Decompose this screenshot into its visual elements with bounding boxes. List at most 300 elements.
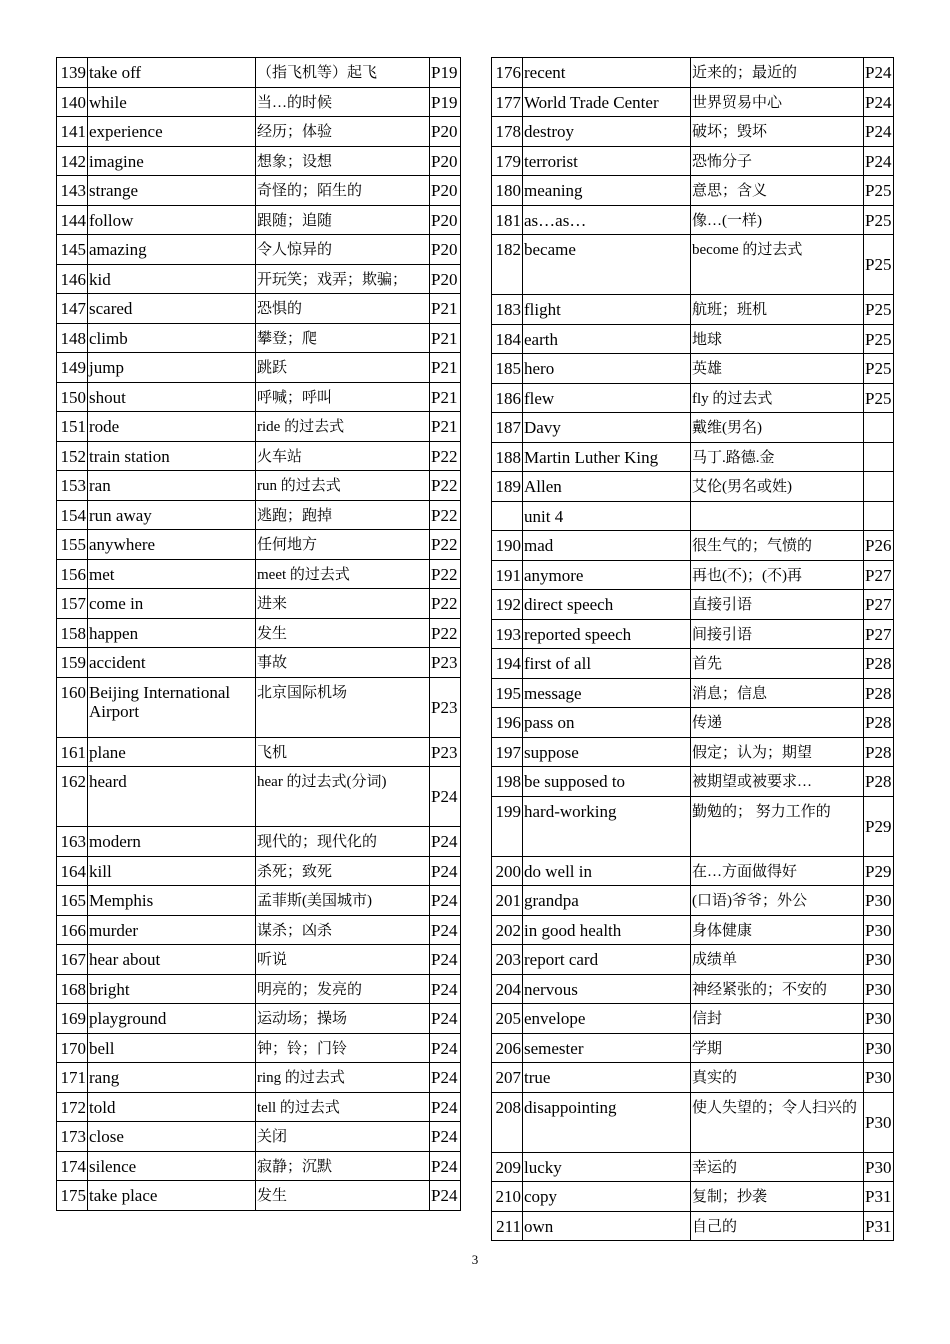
table-row (57, 471, 461, 501)
english-word: grandpa (523, 886, 691, 916)
page-ref: P30 (864, 1063, 894, 1093)
row-number: 147 (57, 294, 88, 324)
chinese-meaning: 想象；设想 (256, 146, 430, 176)
table-row (57, 146, 461, 176)
row-number: 154 (57, 500, 88, 530)
table-row (492, 678, 894, 708)
page-ref: P23 (430, 677, 461, 737)
english-word: earth (523, 324, 691, 354)
page-ref: P22 (430, 441, 461, 471)
english-word: strange (88, 176, 256, 206)
row-number: 184 (492, 324, 523, 354)
page-ref: P28 (864, 737, 894, 767)
chinese-meaning: meet 的过去式 (256, 559, 430, 589)
chinese-meaning: 寂静；沉默 (256, 1151, 430, 1181)
page-ref: P31 (864, 1211, 894, 1241)
table-row (492, 1063, 894, 1093)
row-number: 140 (57, 87, 88, 117)
english-word: experience (88, 117, 256, 147)
table-row (492, 1152, 894, 1182)
chinese-meaning: 再也(不)；(不)再 (691, 560, 864, 590)
chinese-meaning: 间接引语 (691, 619, 864, 649)
page-ref: P29 (864, 796, 894, 856)
row-number: 170 (57, 1033, 88, 1063)
table-row (57, 323, 461, 353)
table-row (57, 767, 461, 827)
chinese-meaning: 戴维(男名) (691, 413, 864, 443)
page-ref (864, 501, 894, 531)
page-ref: P24 (864, 87, 894, 117)
english-word: take off (88, 58, 256, 88)
english-word: nervous (523, 974, 691, 1004)
chinese-meaning: 现代的；现代化的 (256, 827, 430, 857)
page-ref: P24 (864, 117, 894, 147)
english-word: message (523, 678, 691, 708)
table-row (492, 235, 894, 295)
table-row (492, 560, 894, 590)
english-word: shout (88, 382, 256, 412)
row-number: 146 (57, 264, 88, 294)
english-word: come in (88, 589, 256, 619)
english-word: amazing (88, 235, 256, 265)
page-ref: P20 (430, 264, 461, 294)
table-row (57, 441, 461, 471)
english-word: flew (523, 383, 691, 413)
row-number: 196 (492, 708, 523, 738)
page-ref: P30 (864, 1152, 894, 1182)
page-ref: P21 (430, 323, 461, 353)
chinese-meaning: 身体健康 (691, 915, 864, 945)
page-ref: P20 (430, 117, 461, 147)
english-word: playground (88, 1004, 256, 1034)
page-ref: P24 (430, 915, 461, 945)
table-row (492, 796, 894, 856)
page-ref: P28 (864, 767, 894, 797)
page-ref (864, 413, 894, 443)
table-row (57, 974, 461, 1004)
table-row (57, 1033, 461, 1063)
english-word: terrorist (523, 146, 691, 176)
row-number: 159 (57, 648, 88, 678)
chinese-meaning: tell 的过去式 (256, 1092, 430, 1122)
row-number: 176 (492, 58, 523, 88)
chinese-meaning: 当…的时候 (256, 87, 430, 117)
row-number: 193 (492, 619, 523, 649)
row-number: 182 (492, 235, 523, 295)
chinese-meaning: 跟随；追随 (256, 205, 430, 235)
page-ref: P24 (430, 1122, 461, 1152)
table-row (492, 915, 894, 945)
page-ref: P20 (430, 205, 461, 235)
english-word: jump (88, 353, 256, 383)
row-number: 174 (57, 1151, 88, 1181)
english-word: pass on (523, 708, 691, 738)
english-word: copy (523, 1182, 691, 1212)
chinese-meaning: fly 的过去式 (691, 383, 864, 413)
english-word: flight (523, 295, 691, 325)
row-number: 148 (57, 323, 88, 353)
table-row (492, 590, 894, 620)
table-row (57, 117, 461, 147)
table-row (57, 500, 461, 530)
row-number: 152 (57, 441, 88, 471)
page-ref: P25 (864, 235, 894, 295)
row-number: 141 (57, 117, 88, 147)
row-number: 186 (492, 383, 523, 413)
chinese-meaning: 首先 (691, 649, 864, 679)
chinese-meaning: 任何地方 (256, 530, 430, 560)
english-word: true (523, 1063, 691, 1093)
page-ref: P21 (430, 353, 461, 383)
page-ref: P21 (430, 412, 461, 442)
chinese-meaning: 直接引语 (691, 590, 864, 620)
page-ref: P30 (864, 945, 894, 975)
page-ref: P20 (430, 235, 461, 265)
table-row (57, 737, 461, 767)
table-row (492, 501, 894, 531)
table-row (57, 677, 461, 737)
page-ref: P27 (864, 590, 894, 620)
table-row (57, 412, 461, 442)
chinese-meaning: 破坏；毁坏 (691, 117, 864, 147)
table-row (492, 737, 894, 767)
row-number: 205 (492, 1004, 523, 1034)
page-ref: P25 (864, 176, 894, 206)
row-number: 164 (57, 856, 88, 886)
table-row (57, 382, 461, 412)
chinese-meaning: 听说 (256, 945, 430, 975)
table-row (492, 945, 894, 975)
table-row (492, 531, 894, 561)
row-number: 192 (492, 590, 523, 620)
english-word: silence (88, 1151, 256, 1181)
row-number: 161 (57, 737, 88, 767)
table-row (57, 58, 461, 88)
row-number: 158 (57, 618, 88, 648)
page-ref: P27 (864, 560, 894, 590)
chinese-meaning: 地球 (691, 324, 864, 354)
row-number: 151 (57, 412, 88, 442)
row-number: 144 (57, 205, 88, 235)
row-number: 179 (492, 146, 523, 176)
english-word: hard-working (523, 796, 691, 856)
chinese-meaning: 恐怖分子 (691, 146, 864, 176)
chinese-meaning: 神经紧张的；不安的 (691, 974, 864, 1004)
english-word: run away (88, 500, 256, 530)
row-number: 173 (57, 1122, 88, 1152)
chinese-meaning: 运动场；操场 (256, 1004, 430, 1034)
row-number: 160 (57, 677, 88, 737)
page-ref: P22 (430, 500, 461, 530)
page-ref: P24 (430, 1004, 461, 1034)
chinese-meaning: run 的过去式 (256, 471, 430, 501)
row-number: 169 (57, 1004, 88, 1034)
english-word: became (523, 235, 691, 295)
row-number: 180 (492, 176, 523, 206)
english-word: kid (88, 264, 256, 294)
row-number: 163 (57, 827, 88, 857)
table-row (57, 353, 461, 383)
table-row (492, 354, 894, 384)
row-number: 211 (492, 1211, 523, 1241)
english-word: kill (88, 856, 256, 886)
chinese-meaning: 像…(一样) (691, 205, 864, 235)
table-row (57, 945, 461, 975)
english-word: Beijing International Airport (88, 677, 256, 737)
page-ref: P25 (864, 354, 894, 384)
page-ref: P24 (430, 1181, 461, 1211)
page-ref: P30 (864, 886, 894, 916)
page-ref: P24 (430, 945, 461, 975)
table-row (492, 146, 894, 176)
english-word: ran (88, 471, 256, 501)
row-number: 189 (492, 472, 523, 502)
chinese-meaning: 英雄 (691, 354, 864, 384)
chinese-meaning: hear 的过去式(分词) (256, 767, 430, 827)
english-word: do well in (523, 856, 691, 886)
page-ref: P21 (430, 382, 461, 412)
table-row (57, 1151, 461, 1181)
table-row (492, 974, 894, 1004)
page-ref: P22 (430, 559, 461, 589)
chinese-meaning: ride 的过去式 (256, 412, 430, 442)
table-row (57, 1004, 461, 1034)
chinese-meaning: 关闭 (256, 1122, 430, 1152)
page-ref: P22 (430, 589, 461, 619)
english-word: anymore (523, 560, 691, 590)
english-word: imagine (88, 146, 256, 176)
english-word: own (523, 1211, 691, 1241)
english-word: direct speech (523, 590, 691, 620)
english-word: take place (88, 1181, 256, 1211)
row-number: 145 (57, 235, 88, 265)
chinese-meaning: 使人失望的；令人扫兴的 (691, 1092, 864, 1152)
page-ref: P24 (430, 1092, 461, 1122)
english-word: train station (88, 441, 256, 471)
english-word: reported speech (523, 619, 691, 649)
english-word: be supposed to (523, 767, 691, 797)
page-ref: P25 (864, 324, 894, 354)
chinese-meaning: 开玩笑；戏弄；欺骗； (256, 264, 430, 294)
page-ref: P23 (430, 648, 461, 678)
row-number: 206 (492, 1033, 523, 1063)
row-number: 167 (57, 945, 88, 975)
chinese-meaning: 火车站 (256, 441, 430, 471)
page-ref: P25 (864, 383, 894, 413)
chinese-meaning: 钟；铃；门铃 (256, 1033, 430, 1063)
table-row (57, 589, 461, 619)
chinese-meaning: 攀登；爬 (256, 323, 430, 353)
english-word: Allen (523, 472, 691, 502)
table-row (57, 530, 461, 560)
row-number: 149 (57, 353, 88, 383)
row-number: 177 (492, 87, 523, 117)
page-ref: P20 (430, 146, 461, 176)
row-number: 183 (492, 295, 523, 325)
page-ref: P22 (430, 618, 461, 648)
english-word: happen (88, 618, 256, 648)
chinese-meaning: 意思；含义 (691, 176, 864, 206)
english-word: Memphis (88, 886, 256, 916)
chinese-meaning: 经历；体验 (256, 117, 430, 147)
row-number: 168 (57, 974, 88, 1004)
english-word: bright (88, 974, 256, 1004)
chinese-meaning: 跳跃 (256, 353, 430, 383)
chinese-meaning: （指飞机等）起飞 (256, 58, 430, 88)
page-ref: P20 (430, 176, 461, 206)
chinese-meaning: 进来 (256, 589, 430, 619)
table-row (57, 294, 461, 324)
table-row (492, 295, 894, 325)
page-ref: P22 (430, 471, 461, 501)
row-number: 143 (57, 176, 88, 206)
chinese-meaning: 很生气的；气愤的 (691, 531, 864, 561)
page-ref (864, 442, 894, 472)
english-word: rang (88, 1063, 256, 1093)
table-row (492, 856, 894, 886)
page-ref: P30 (864, 1092, 894, 1152)
english-word: World Trade Center (523, 87, 691, 117)
table-row (57, 264, 461, 294)
table-row (492, 413, 894, 443)
chinese-meaning: 事故 (256, 648, 430, 678)
english-word: climb (88, 323, 256, 353)
vocab-table-right (491, 57, 894, 1241)
chinese-meaning: 成绩单 (691, 945, 864, 975)
chinese-meaning: 幸运的 (691, 1152, 864, 1182)
page-ref: P30 (864, 1033, 894, 1063)
page-ref: P29 (864, 856, 894, 886)
english-word: lucky (523, 1152, 691, 1182)
page-number: 3 (471, 1252, 479, 1267)
chinese-meaning: 逃跑；跑掉 (256, 500, 430, 530)
english-word: semester (523, 1033, 691, 1063)
page-ref: P21 (430, 294, 461, 324)
chinese-meaning: 杀死；致死 (256, 856, 430, 886)
table-row (492, 1092, 894, 1152)
page-ref: P27 (864, 619, 894, 649)
chinese-meaning: 勤勉的； 努力工作的 (691, 796, 864, 856)
row-number: 201 (492, 886, 523, 916)
chinese-meaning: 近来的；最近的 (691, 58, 864, 88)
row-number: 142 (57, 146, 88, 176)
row-number: 209 (492, 1152, 523, 1182)
row-number: 162 (57, 767, 88, 827)
english-word: hero (523, 354, 691, 384)
english-word: as…as… (523, 205, 691, 235)
row-number: 195 (492, 678, 523, 708)
page-ref: P30 (864, 974, 894, 1004)
table-row (57, 87, 461, 117)
table-row (492, 886, 894, 916)
page-ref: P19 (430, 58, 461, 88)
english-word: report card (523, 945, 691, 975)
row-number: 171 (57, 1063, 88, 1093)
page-ref: P25 (864, 295, 894, 325)
row-number: 207 (492, 1063, 523, 1093)
english-word: Martin Luther King (523, 442, 691, 472)
table-row (492, 176, 894, 206)
chinese-meaning: 马丁.路德.金 (691, 442, 864, 472)
table-row (57, 1092, 461, 1122)
page-ref: P24 (430, 1063, 461, 1093)
row-number: 139 (57, 58, 88, 88)
vocab-table-left (56, 57, 461, 1211)
english-word: accident (88, 648, 256, 678)
row-number: 202 (492, 915, 523, 945)
page-ref: P24 (430, 974, 461, 1004)
row-number: 185 (492, 354, 523, 384)
english-word: told (88, 1092, 256, 1122)
table-row (492, 117, 894, 147)
row-number: 204 (492, 974, 523, 1004)
chinese-meaning: 谋杀；凶杀 (256, 915, 430, 945)
english-word: envelope (523, 1004, 691, 1034)
table-row (492, 1182, 894, 1212)
english-word: in good health (523, 915, 691, 945)
page-ref: P24 (864, 146, 894, 176)
chinese-meaning: 假定；认为；期望 (691, 737, 864, 767)
page-ref: P28 (864, 649, 894, 679)
page-ref: P22 (430, 530, 461, 560)
table-row (57, 648, 461, 678)
row-number: 178 (492, 117, 523, 147)
english-word: follow (88, 205, 256, 235)
table-row (57, 1122, 461, 1152)
row-number: 198 (492, 767, 523, 797)
chinese-meaning: 信封 (691, 1004, 864, 1034)
english-word: murder (88, 915, 256, 945)
row-number: 153 (57, 471, 88, 501)
chinese-meaning: 消息；信息 (691, 678, 864, 708)
chinese-meaning: 传递 (691, 708, 864, 738)
table-row (492, 472, 894, 502)
chinese-meaning: ring 的过去式 (256, 1063, 430, 1093)
table-row (57, 886, 461, 916)
row-number (492, 501, 523, 531)
table-row (57, 618, 461, 648)
chinese-meaning: 明亮的；发亮的 (256, 974, 430, 1004)
chinese-meaning (691, 501, 864, 531)
chinese-meaning: 令人惊异的 (256, 235, 430, 265)
table-row (492, 442, 894, 472)
table-row (492, 87, 894, 117)
row-number: 165 (57, 886, 88, 916)
row-number: 166 (57, 915, 88, 945)
table-row (492, 619, 894, 649)
row-number: 188 (492, 442, 523, 472)
page-ref: P23 (430, 737, 461, 767)
chinese-meaning: 飞机 (256, 737, 430, 767)
english-word: scared (88, 294, 256, 324)
page-ref: P24 (430, 767, 461, 827)
table-row (492, 708, 894, 738)
chinese-meaning: 被期望或被要求… (691, 767, 864, 797)
english-word: meaning (523, 176, 691, 206)
english-word: first of all (523, 649, 691, 679)
row-number: 172 (57, 1092, 88, 1122)
english-word: close (88, 1122, 256, 1152)
english-word: unit 4 (523, 501, 691, 531)
english-word: anywhere (88, 530, 256, 560)
row-number: 190 (492, 531, 523, 561)
english-word: Davy (523, 413, 691, 443)
table-row (492, 767, 894, 797)
chinese-meaning: 呼喊；呼叫 (256, 382, 430, 412)
page-ref: P25 (864, 205, 894, 235)
table-row (492, 1004, 894, 1034)
row-number: 200 (492, 856, 523, 886)
